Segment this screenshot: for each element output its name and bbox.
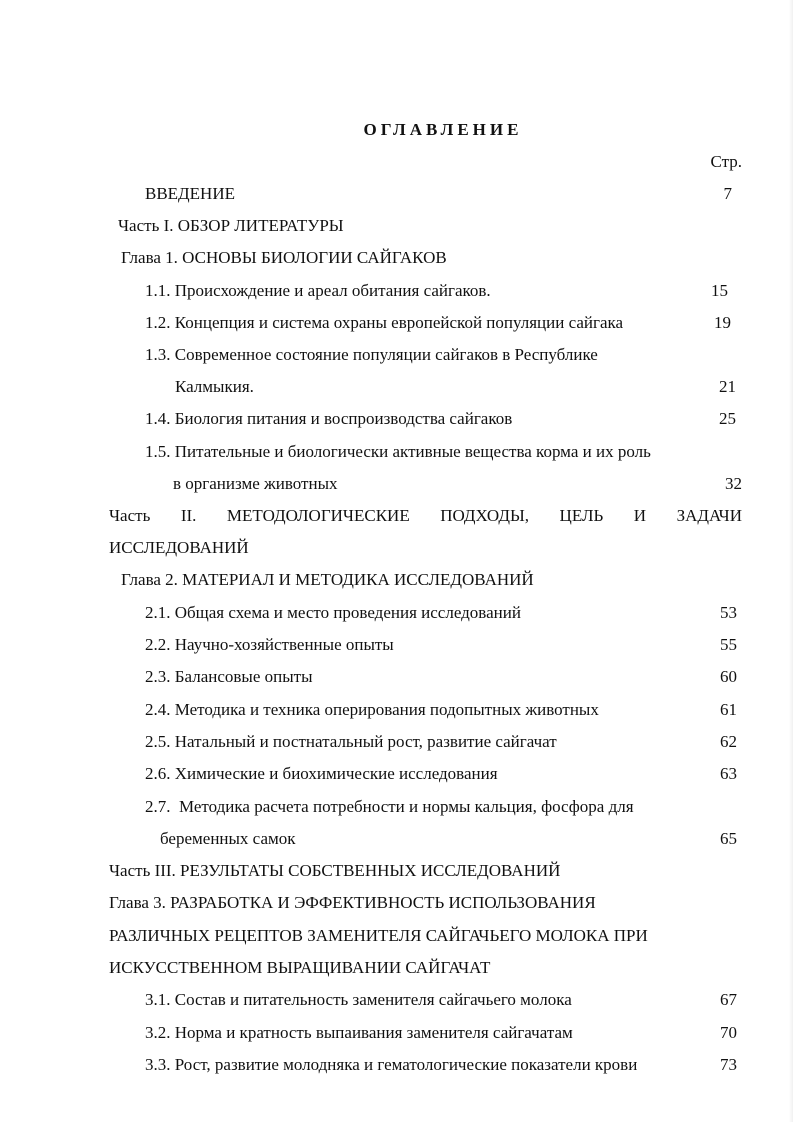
toc-part-2-continued[interactable]: ИССЛЕДОВАНИЙ [109, 538, 249, 557]
page-column-header: Стр. [710, 152, 742, 171]
toc-part-3[interactable]: Часть III. РЕЗУЛЬТАТЫ СОБСТВЕННЫХ ИССЛЕДОВАНИЙ [109, 861, 561, 880]
toc-page-number: 21 [719, 377, 736, 396]
toc-page-number: 53 [720, 603, 737, 622]
toc-part-2[interactable] [109, 505, 742, 527]
toc-chapter-1[interactable]: Глава 1. ОСНОВЫ БИОЛОГИИ САЙГАКОВ [121, 248, 447, 267]
toc-part-2-word: И [633, 506, 647, 525]
toc-section-3-1[interactable]: 3.1. Состав и питательность заменителя сайгачьего молока [145, 990, 572, 1009]
toc-section-2-7-continued[interactable]: беременных самок [160, 829, 296, 848]
toc-section-2-3[interactable]: 2.3. Балансовые опыты [145, 667, 313, 686]
toc-part-2-word: Часть [109, 506, 151, 525]
toc-section-1-5[interactable]: 1.5. Питательные и биологически активные вещества корма и их роль [145, 442, 651, 461]
toc-part-2-word: ПОДХОДЫ, [440, 506, 530, 525]
toc-page-number: 67 [720, 990, 737, 1009]
toc-part-2-word: МЕТОДОЛОГИЧЕСКИЕ [226, 506, 410, 525]
toc-section-1-5-continued[interactable]: в организме животных [173, 474, 338, 493]
toc-page-number: 15 [711, 281, 728, 300]
toc-section-3-3[interactable]: 3.3. Рост, развитие молодняка и гематологические показатели крови [145, 1055, 638, 1074]
toc-page-number: 61 [720, 700, 737, 719]
toc-chapter-2[interactable]: Глава 2. МАТЕРИАЛ И МЕТОДИКА ИССЛЕДОВАНИЙ [121, 570, 534, 589]
toc-section-2-5[interactable]: 2.5. Натальный и постнатальный рост, развитие сайгачат [145, 732, 557, 751]
toc-section-2-1[interactable]: 2.1. Общая схема и место проведения исследований [145, 603, 521, 622]
toc-page-number: 25 [719, 409, 736, 428]
toc-part-2-word: ЗАДАЧИ [676, 506, 742, 525]
toc-page-number: 7 [723, 184, 732, 203]
toc-chapter-3-continued[interactable]: РАЗЛИЧНЫХ РЕЦЕПТОВ ЗАМЕНИТЕЛЯ САЙГАЧЬЕГО МОЛОКА ПРИ [109, 926, 648, 945]
toc-page-number: 55 [720, 635, 737, 654]
toc-section-2-4[interactable]: 2.4. Методика и техника оперирования подопытных животных [145, 700, 599, 719]
toc-section-2-6[interactable]: 2.6. Химические и биохимические исследования [145, 764, 498, 783]
toc-page-number: 19 [714, 313, 731, 332]
toc-page-number: 63 [720, 764, 737, 783]
toc-section-1-4[interactable]: 1.4. Биология питания и воспроизводства сайгаков [145, 409, 513, 428]
toc-chapter-3[interactable]: Глава 3. РАЗРАБОТКА И ЭФФЕКТИВНОСТЬ ИСПОЛЬЗОВАНИЯ [109, 893, 596, 912]
toc-chapter-3-continued[interactable]: ИСКУССТВЕННОМ ВЫРАЩИВАНИИ САЙГАЧАТ [109, 958, 491, 977]
toc-part-2-word: II. [180, 506, 197, 525]
toc-section-2-7[interactable]: 2.7. Методика расчета потребности и нормы кальция, фосфора для [145, 797, 634, 816]
toc-section-3-2[interactable]: 3.2. Норма и кратность выпаивания заменителя сайгачатам [145, 1023, 573, 1042]
toc-title: ОГЛАВЛЕНИЕ [363, 120, 523, 139]
scan-edge-shadow [789, 0, 793, 1122]
toc-section-1-1[interactable]: 1.1. Происхождение и ареал обитания сайгаков. [145, 281, 491, 300]
toc-part-2-word: ЦЕЛЬ [559, 506, 604, 525]
toc-section-1-2[interactable]: 1.2. Концепция и система охраны европейской популяции сайгака [145, 313, 624, 332]
toc-part-1[interactable]: Часть I. ОБЗОР ЛИТЕРАТУРЫ [118, 216, 344, 235]
toc-page-number: 70 [720, 1023, 737, 1042]
toc-page-number: 65 [720, 829, 737, 848]
toc-page-number: 60 [720, 667, 737, 686]
toc-section-2-2[interactable]: 2.2. Научно-хозяйственные опыты [145, 635, 394, 654]
toc-section-1-3-continued[interactable]: Калмыкия. [175, 377, 254, 396]
toc-section-1-3[interactable]: 1.3. Современное состояние популяции сайгаков в Республике [145, 345, 598, 364]
toc-page-number: 62 [720, 732, 737, 751]
toc-entry-introduction[interactable]: ВВЕДЕНИЕ [145, 184, 235, 203]
toc-page-number: 32 [725, 474, 742, 493]
toc-page-number: 73 [720, 1055, 737, 1074]
